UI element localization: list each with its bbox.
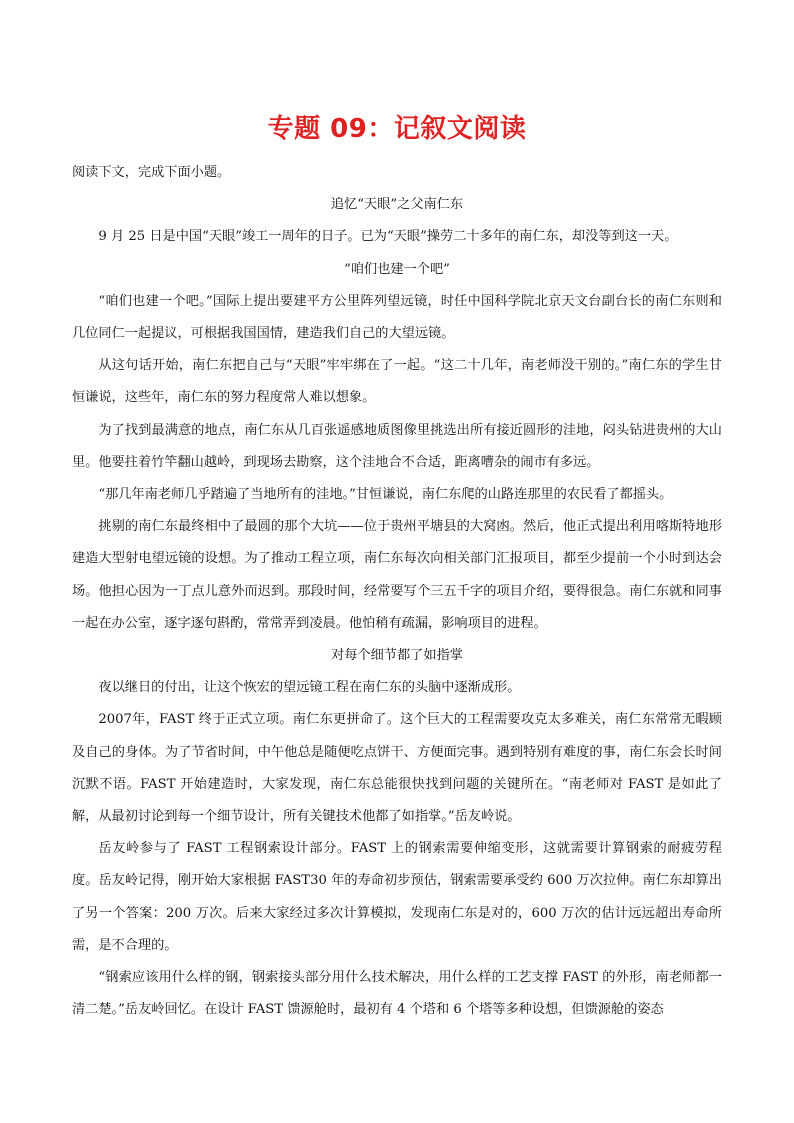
paragraph: 从这句话开始，南仁东把自己与“天眼”牢牢绑在了一起。“这二十几年，南老师没干别的。”南仁东的学生甘恒谦说，这些年，南仁东的努力程度常人难以想象。 bbox=[72, 358, 722, 406]
paragraph: 岳友岭参与了 FAST 工程钢索设计部分。FAST 上的钢索需要伸缩变形，这就需要计算钢索的耐疲劳程度。岳友岭记得，刚开始大家根据 FAST30 年的寿命初步预估，钢索需要承受约 600 万次拉伸。南仁东却算出了另一个答案：200 万次。后来大家经过多次计算模拟，发现南仁东是对的，600 万次的估计远远超出寿命所需，是不合理的。 bbox=[72, 841, 722, 953]
paragraph: 为了找到最满意的地点，南仁东从几百张遥感地质图像里挑选出所有接近圆形的洼地，闷头钻进贵州的大山里。他要拄着竹竿翻山越岭，到现场去勘察，这个洼地合不合适，距离嘈杂的闹市有多远。 bbox=[72, 422, 722, 470]
paragraph: “钢索应该用什么样的钢，钢索接头部分用什么技术解决，用什么样的工艺支撑 FAST 的外形，南老师都一清二楚。”岳友岭回忆。在设计 FAST 馈源舱时，最初有 4 个塔和 6 个塔等多种设想，但馈源舱的姿态 bbox=[72, 970, 722, 1018]
paragraph: “咱们也建一个吧。”国际上提出要建平方公里阵列望远镜，时任中国科学院北京天文台副台长的南仁东则和几位同仁一起提议，可根据我国国情，建造我们自己的大望远镜。 bbox=[72, 293, 722, 342]
paragraph: “那几年南老师几乎踏遍了当地所有的洼地。”甘恒谦说，南仁东爬的山路连那里的农民看了都摇头。 bbox=[98, 487, 673, 503]
paragraph: 2007年，FAST 终于正式立项。南仁东更拼命了。这个巨大的工程需要攻克太多难关，南仁东常常无暇顾及自己的身体。为了节省时间，中午他总是随便吃点饼干、方便面完事。遇到特别有难度的事，南仁东会长时间沉默不语。FAST 开始建造时，大家发现，南仁东总能很快找到问题的关键所在。“南老师对 FAST 是如此了解，从最初讨论到每一个细节设计，所有关键技术他都了如指掌。”岳友岭说。 bbox=[72, 712, 722, 825]
section-heading: 对每个细节都了如指掌 bbox=[331, 648, 463, 664]
section-heading: “咱们也建一个吧” bbox=[344, 261, 450, 277]
article-title: 追忆“天眼”之父南仁东 bbox=[330, 197, 464, 213]
paragraph: 夜以继日的付出，让这个恢宏的望远镜工程在南仁东的头脑中逐渐成形。 bbox=[98, 680, 521, 696]
paragraph: 9 月 25 日是中国“天眼”竣工一周年的日子。已为“天眼”操劳二十多年的南仁东，却没等到这一天。 bbox=[98, 229, 678, 245]
document-body bbox=[72, 157, 722, 1026]
page-title: 专题 09：记叙文阅读 bbox=[267, 114, 527, 144]
paragraph: 挑剔的南仁东最终相中了最圆的那个大坑——位于贵州平塘县的大窝凼。然后，他正式提出利用喀斯特地形建造大型射电望远镜的设想。为了推动工程立项，南仁东每次向相关部门汇报项目，都至少提前一个小时到达会场。他担心因为一丁点儿意外而迟到。那段时间，经常要写个三五千字的项目介绍，要得很急。南仁东就和同事一起在办公室，逐字逐句斟酌，常常弄到凌晨。他怕稍有疏漏，影响项目的进程。 bbox=[72, 519, 722, 631]
reading-instruction: 阅读下文，完成下面小题。 bbox=[72, 165, 231, 180]
